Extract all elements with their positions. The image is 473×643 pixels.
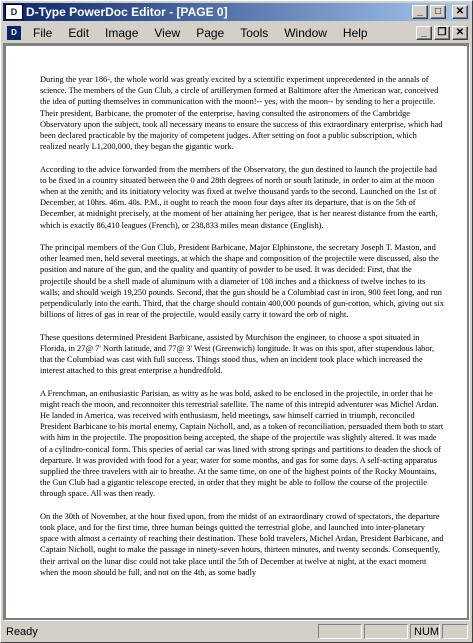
close-icon: ✕	[455, 26, 465, 38]
paragraph: These questions determined President Barbicane, assisted by Murchison the engineer, to choose a spot situated in Florida, in 27@ 7' North latitude, and 77@ 3' West (Greenwich) longitude. It was on this spot, after stupendous labor, that the Columbiad was cast with full success. Things stood thus, when an incident took place which increased the interest attached to this great enterprise a hundredfold.	[40, 332, 435, 376]
doc-restore-button[interactable]	[434, 26, 450, 40]
paragraph: According to the advice forwarded from the members of the Observatory, the gun destined to launch the projectile had to be fixed in a country situated between the 0 and 28th degrees of north or south latitude, in order to aim at the moon when at the zenith; and its initiatory velocity was fixed at twelve thousand yards to the second. Launched on the 1st of December, at 10hrs. 46m. 40s. P.M., it ought to reach the moon four days after its departure, that is on the 5th of December, at midnight precisely, at the moment of her attaining her perigee, that is her nearest distance from the earth, which is exactly 86,410 leagues (French), or 238,833 miles mean distance (English).	[40, 164, 438, 230]
doc-minimize-button[interactable]	[416, 26, 432, 40]
document-icon[interactable]: D	[7, 26, 21, 40]
restore-icon: ❐	[437, 26, 447, 38]
status-pane-blank-3	[442, 624, 468, 639]
menu-page[interactable]: Page	[196, 25, 225, 40]
paragraph: During the year 186-, the whole world was greatly excited by a scientific experiment unprecedented in the annals of science. The members of the Gun Club, a circle of artillerymen formed at Baltimore after the American war, conceived the idea of putting themselves in communication with the moon!-- yes, with the moon-- by sending to her a projectile. Their president, Barbicane, the promoter of the enterprise, having consulted the astronomers of the Cambridge Observatory upon the subject, took all necessary means to ensure the success of this extraordinary enterprise, which had been declared practicable by the majority of competent judges. After setting on foot a public subscription, which realized nearly L1,200,000, they began the gigantic work.	[40, 75, 443, 152]
maximize-button[interactable]	[430, 5, 446, 19]
menu-view[interactable]: View	[154, 25, 181, 40]
menu-help[interactable]: Help	[342, 25, 368, 40]
paragraph: On the 30th of November, at the hour fixed upon, from the midst of an extraordinary crowd of spectators, the departure took place, and for the first time, three human beings quitted the terrestrial globe, and launched into inter-planetary space with almost a certainty of reaching their destination. These bold travelers, Michel Ardan, President Barbicane, and Captain Nicholl, ought to make the passage in ninety-seven hours, thirteen minutes, and twenty seconds. Consequently, their arrival on the lunar disc could not take place until the 5th of December at twelve at night, at the exact moment when the moon should be full, and not on the 4th, as some badly	[40, 511, 444, 577]
menu-bar	[3, 23, 470, 42]
document-page[interactable]	[6, 46, 467, 618]
menu-edit[interactable]: Edit	[68, 25, 90, 40]
window-title: D-Type PowerDoc Editor - [PAGE 0]	[26, 5, 228, 19]
minimize-icon: _	[421, 26, 427, 38]
menu-image[interactable]: Image	[105, 25, 139, 40]
close-icon: ✕	[455, 6, 465, 17]
status-bar	[3, 623, 470, 640]
status-pane-blank-1	[318, 624, 362, 639]
document-text	[40, 74, 444, 589]
maximize-icon: □	[434, 6, 442, 17]
window-controls	[412, 5, 468, 19]
num-lock-indicator: NUM	[410, 624, 440, 639]
menu-file[interactable]: File	[33, 25, 53, 40]
close-button[interactable]	[452, 5, 468, 19]
minimize-icon: _	[417, 6, 423, 17]
doc-close-button[interactable]	[452, 26, 468, 40]
paragraph: The principal members of the Gun Club, President Barbicane, Major Elphinstone, the secretary Joseph T. Maston, and other learned men, held several meetings, at which the shape and composition of the projectile were discussed, also the position and nature of the gun, and the quality and quantity of powder to be used. It was decided: First, that the projectile should be a shell made of aluminum with a diameter of 108 inches and a thickness of twelve inches to its walls; and should weigh 19,250 pounds. Second, that the gun should be a Columbiad cast in iron, 900 feet long, and run perpendicularly into the earth. Third, that the charge should contain 400,000 pounds of gun-cotton, which, giving out six billions of litres of gas in rear of the projectile, would easily carry it toward the orb of night.	[40, 243, 444, 320]
paragraph: A Frenchman, an enthusiastic Parisian, as witty as he was bold, asked to be enclosed in the projectile, in order that he might reach the moon, and reconnoiter this terrestrial satellite. The name of this intrepid adventurer was Michel Ardan. He landed in America, was received with enthusiasm, held meetings, saw himself carried in triumph, reconciled President Barbicane to his mortal enemy, Captain Nicholl, and, as a token of reconciliation, persuaded them both to start with him in the projectile. The proposition being accepted, the shape of the projectile was slightly altered. It was made of a cylindro-conical form. This species of aerial car was lined with strong springs and partitions to deaden the shock of departure. It was provided with food for a year, water for some months, and gas for some days. A self-acting apparatus supplied the three travelers with air to breathe. At the same time, on one of the highest points of the Rocky Mountains, the Gun Club had a gigantic telescope erected, in order that they might be able to follow the course of the projectile through space. All was then ready.	[40, 388, 444, 499]
status-text: Ready	[6, 625, 38, 638]
status-pane-blank-2	[364, 624, 408, 639]
minimize-button[interactable]	[412, 5, 428, 19]
document-client-area	[3, 43, 470, 621]
title-bar[interactable]	[3, 3, 470, 21]
menu-tools[interactable]: Tools	[240, 25, 269, 40]
menu-window[interactable]: Window	[284, 25, 327, 40]
document-window-controls	[414, 26, 468, 40]
app-icon[interactable]: D	[5, 4, 23, 20]
